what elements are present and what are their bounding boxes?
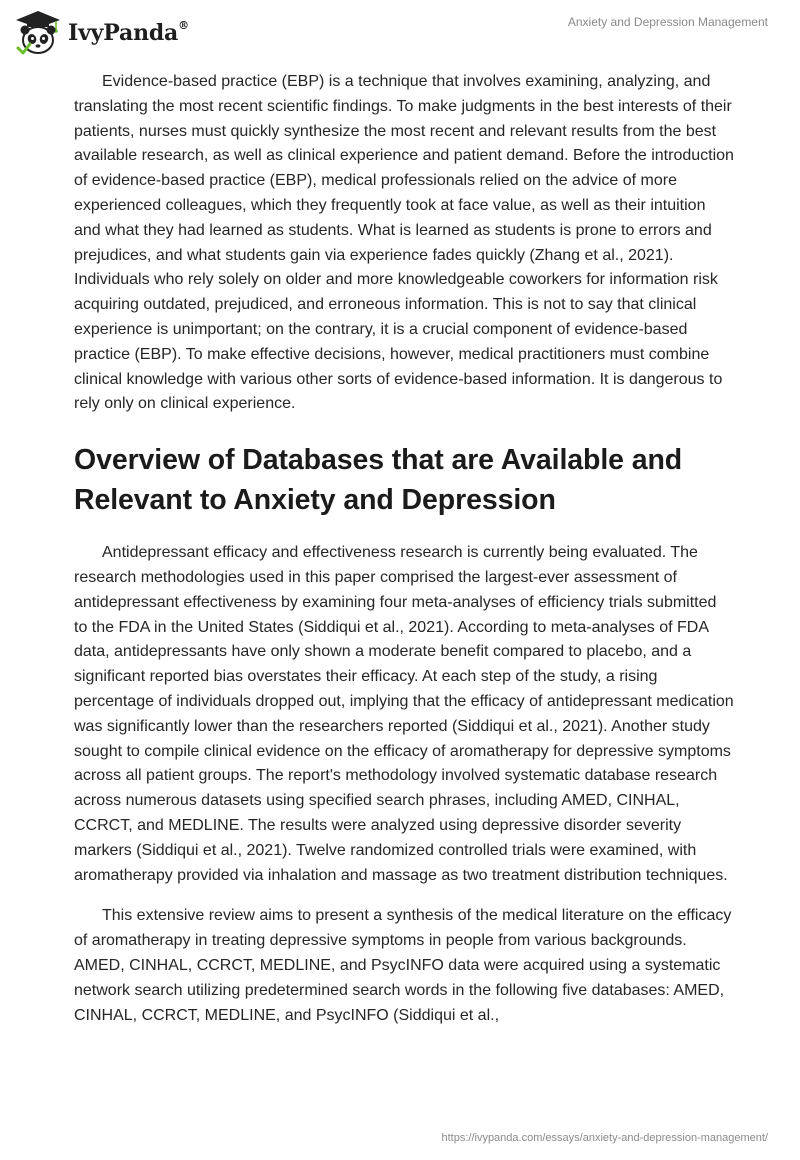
section-heading: Overview of Databases that are Available and Relevant to Anxiety and Depression <box>74 444 683 517</box>
paragraph-ebp: Evidence-based practice (EBP) is a technique that involves examining, analyzing, and translating the most recent scientific findings. To make judgments in the best interests of their patients, nurses must quickly synthesize the most recent and relevant results from the best available research, as well as clinical experience and patient demand. Before the introduction of evidence-based practice (EBP), medical professionals relied on the advice of more experienced colleagues, which they frequently took at face value, as well as their intuition and what they had learned as students. What is learned as students is prone to errors and prejudices, and what students gain via experience fades quickly (Zhang et al., 2021). Individuals who rely solely on older and more knowledgeable coworkers for information risk acquiring outdated, prejudiced, and erroneous information. This is not to say that clinical experience is unimportant; on the contrary, it is a crucial component of evidence-based practice (EBP). To make effective decisions, however, medical practitioners must combine clinical knowledge with various other sorts of evidence-based information. It is dangerous to rely only on clinical experience. <box>74 73 734 413</box>
brand-name: IvyPanda® <box>68 18 189 46</box>
brand-logo[interactable] <box>14 8 189 56</box>
page-header <box>0 0 800 70</box>
paragraph-aromatherapy-review: This extensive review aims to present a synthesis of the medical literature on the efficacy of aromatherapy in treating depressive symptoms in people from various backgrounds. AMED, CINHAL, CCRCT, MEDLINE, and PsycINFO data were acquired using a systematic network search utilizing predetermined search words in the following five databases: AMED, CINHAL, CCRCT, MEDLINE, and PsycINFO (Siddiqui et al., <box>74 907 732 1024</box>
source-url[interactable]: https://ivypanda.com/essays/anxiety-and-depression-management/ <box>441 1132 768 1144</box>
panda-graduate-icon <box>14 8 62 56</box>
document-title: Anxiety and Depression Management <box>567 15 768 29</box>
essay-content <box>74 70 734 1028</box>
paragraph-antidepressant-research: Antidepressant efficacy and effectiveness research is currently being evaluated. The research methodologies used in this paper comprised the largest-ever assessment of antidepressant effectiveness by examining four meta-analyses of efficiency trials submitted to the FDA in the United States (Siddiqui et al., 2021). According to meta-analyses of FDA data, antidepressants have only shown a moderate benefit compared to placebo, and a significant reported bias overstates their efficacy. At each step of the study, a rising percentage of individuals dropped out, implying that the efficacy of antidepressant medication was significantly lower than the researchers reported (Siddiqui et al., 2021). Another study sought to compile clinical evidence on the efficacy of aromatherapy for depressive symptoms across all patient groups. The report's methodology involved systematic database research across numerous datasets using specified search phrases, including AMED, CINHAL, CCRCT, and MEDLINE. The results were analyzed using depressive disorder severity markers (Siddiqui et al., 2021). Twelve randomized controlled trials were examined, with aromatherapy provided via inhalation and massage as two treatment distribution techniques. <box>74 544 734 884</box>
